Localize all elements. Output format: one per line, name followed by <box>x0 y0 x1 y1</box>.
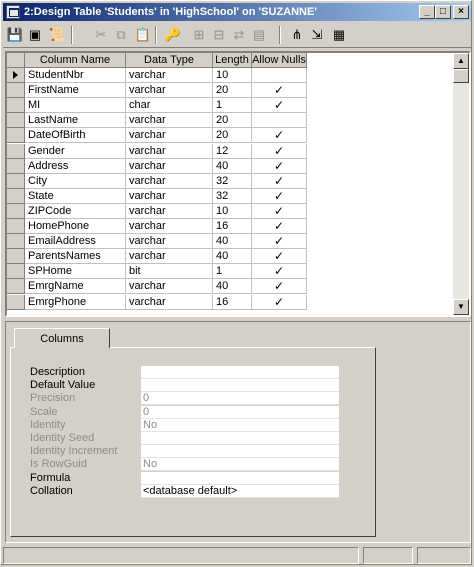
cell-column-name[interactable]: EmrgPhone <box>25 295 126 310</box>
property-value-field: No <box>141 458 339 471</box>
paste-icon[interactable]: 📋 <box>134 27 152 42</box>
cell-column-name[interactable]: EmrgName <box>25 279 126 294</box>
row-selector[interactable] <box>7 264 25 279</box>
cell-length[interactable]: 40 <box>213 234 252 249</box>
cell-length[interactable]: 10 <box>213 204 252 219</box>
property-value-field[interactable] <box>141 379 339 392</box>
property-value-field: 0 <box>141 392 339 405</box>
generate-script-icon[interactable]: 📜 <box>48 27 66 42</box>
row-selector[interactable] <box>7 128 25 143</box>
cell-column-name[interactable]: ZIPCode <box>25 204 126 219</box>
toolbar-separator <box>279 26 281 44</box>
cell-allow-nulls-checkbox[interactable]: ✓ <box>252 295 307 310</box>
copy-icon[interactable]: ⧉ <box>116 27 126 42</box>
cell-length[interactable]: 10 <box>213 68 252 83</box>
cell-data-type[interactable]: varchar <box>126 279 213 294</box>
cut-icon[interactable]: ✂ <box>95 27 107 42</box>
cell-data-type[interactable]: varchar <box>126 128 213 143</box>
cell-length[interactable]: 1 <box>213 98 252 113</box>
row-selector[interactable] <box>7 83 25 98</box>
property-label: Collation <box>30 484 73 497</box>
grid-corner-header <box>7 53 25 68</box>
property-value-field <box>141 432 339 445</box>
cell-length[interactable]: 32 <box>213 174 252 189</box>
cell-column-name[interactable]: State <box>25 189 126 204</box>
cell-column-name[interactable]: DateOfBirth <box>25 128 126 143</box>
cell-length[interactable]: 40 <box>213 279 252 294</box>
maximize-button[interactable]: □ <box>435 5 451 19</box>
row-selector[interactable] <box>7 144 25 159</box>
properties-icon[interactable]: ▣ <box>28 27 42 42</box>
table-window-icon <box>6 5 20 19</box>
cell-allow-nulls-checkbox[interactable]: ✓ <box>252 204 307 219</box>
show-diagram-icon[interactable]: ▦ <box>332 27 346 42</box>
cell-length[interactable]: 1 <box>213 264 252 279</box>
property-value-field: No <box>141 419 339 432</box>
row-selector[interactable] <box>7 219 25 234</box>
cell-data-type[interactable]: varchar <box>126 249 213 264</box>
cell-data-type[interactable]: varchar <box>126 204 213 219</box>
cell-data-type[interactable]: char <box>126 98 213 113</box>
cell-allow-nulls-checkbox[interactable]: ✓ <box>252 279 307 294</box>
cell-length[interactable]: 20 <box>213 83 252 98</box>
column-properties-panel <box>10 347 376 537</box>
cell-column-name[interactable]: ParentsNames <box>25 249 126 264</box>
cell-allow-nulls-checkbox[interactable]: ✓ <box>252 174 307 189</box>
property-label: Identity Increment <box>30 445 118 458</box>
cell-allow-nulls-checkbox[interactable]: ✓ <box>252 219 307 234</box>
cell-length[interactable]: 12 <box>213 144 252 159</box>
row-selector[interactable] <box>7 279 25 294</box>
cell-allow-nulls-checkbox[interactable] <box>252 113 307 128</box>
cell-length[interactable]: 40 <box>213 249 252 264</box>
cell-column-name[interactable]: HomePhone <box>25 219 126 234</box>
cell-column-name[interactable]: Address <box>25 159 126 174</box>
cell-allow-nulls-checkbox[interactable]: ✓ <box>252 189 307 204</box>
scroll-thumb[interactable] <box>453 69 469 83</box>
cell-length[interactable]: 20 <box>213 113 252 128</box>
row-selector[interactable] <box>7 249 25 264</box>
property-label: Precision <box>30 392 76 405</box>
toolbar-separator <box>71 26 73 44</box>
row-selector[interactable] <box>7 98 25 113</box>
header-allow-nulls[interactable]: Allow Nulls <box>252 54 306 66</box>
cell-data-type[interactable]: varchar <box>126 68 213 83</box>
property-label: Default Value <box>30 379 96 392</box>
cell-allow-nulls-checkbox[interactable]: ✓ <box>252 98 307 113</box>
cell-column-name[interactable]: MI <box>25 98 126 113</box>
delete-column-icon[interactable]: ⊟ <box>213 27 225 42</box>
cell-allow-nulls-checkbox[interactable]: ✓ <box>252 249 307 264</box>
cell-data-type[interactable]: varchar <box>126 219 213 234</box>
property-value-field[interactable] <box>141 472 339 485</box>
cell-data-type[interactable]: varchar <box>126 159 213 174</box>
cell-allow-nulls-checkbox[interactable]: ✓ <box>252 234 307 249</box>
row-selector[interactable] <box>7 189 25 204</box>
property-value-field: 0 <box>141 406 339 419</box>
property-label: Formula <box>30 471 71 484</box>
row-selector[interactable] <box>7 295 25 310</box>
status-pane-3 <box>417 547 471 564</box>
row-selector[interactable] <box>7 174 25 189</box>
scroll-up-button[interactable]: ▲ <box>453 53 469 69</box>
property-label: Is RowGuid <box>30 458 87 471</box>
manage-indexes-icon[interactable]: ▤ <box>252 27 266 42</box>
cell-length[interactable]: 40 <box>213 159 252 174</box>
property-label: Scale <box>30 405 58 418</box>
cell-length[interactable]: 16 <box>213 295 252 310</box>
row-selector[interactable] <box>7 113 25 128</box>
property-label: Description <box>30 366 86 378</box>
current-row-indicator[interactable] <box>7 68 25 83</box>
property-value-field <box>141 445 339 458</box>
row-selector[interactable] <box>7 159 25 174</box>
tab-columns[interactable]: Columns <box>14 328 110 348</box>
cell-allow-nulls-checkbox[interactable]: ✓ <box>252 264 307 279</box>
cell-data-type[interactable]: varchar <box>126 144 213 159</box>
cell-allow-nulls-checkbox[interactable]: ✓ <box>252 159 307 174</box>
property-label: Identity Seed <box>30 432 95 444</box>
property-value-field[interactable]: <database default> <box>141 485 339 498</box>
cell-column-name[interactable]: EmailAddress <box>25 234 126 249</box>
cell-allow-nulls-checkbox[interactable]: ✓ <box>252 83 307 98</box>
minimize-button[interactable]: _ <box>419 5 435 19</box>
status-pane-2 <box>363 547 413 564</box>
cell-data-type[interactable]: varchar <box>126 113 213 128</box>
cell-data-type[interactable]: varchar <box>126 295 213 310</box>
cell-column-name[interactable]: LastName <box>25 113 126 128</box>
toolbar-separator <box>155 26 157 44</box>
window-title: 2:Design Table 'Students' in 'HighSchool' on 'SUZANNE' <box>24 6 317 18</box>
cell-length[interactable]: 20 <box>213 128 252 143</box>
status-bar <box>3 547 471 564</box>
row-selector[interactable] <box>7 204 25 219</box>
column-grid[interactable] <box>5 51 471 317</box>
cell-column-name[interactable]: StudentNbr <box>25 68 126 83</box>
header-data-type[interactable]: Data Type <box>126 53 213 68</box>
set-primary-key-icon[interactable]: 🔑 <box>164 27 182 42</box>
property-label: Identity <box>30 418 66 431</box>
cell-column-name[interactable]: FirstName <box>25 83 126 98</box>
toolbar <box>3 23 471 48</box>
cell-data-type[interactable]: varchar <box>126 189 213 204</box>
cell-data-type[interactable]: varchar <box>126 174 213 189</box>
cell-data-type[interactable]: varchar <box>126 83 213 98</box>
grid-vertical-scrollbar[interactable] <box>453 53 469 315</box>
header-length[interactable]: Length <box>213 53 252 68</box>
manage-constraints-icon[interactable]: ⋔ <box>291 27 303 42</box>
status-pane-main <box>3 547 359 564</box>
cell-column-name[interactable]: Gender <box>25 144 126 159</box>
manage-triggers-icon[interactable]: ⇲ <box>311 27 323 42</box>
cell-length[interactable]: 32 <box>213 189 252 204</box>
cell-column-name[interactable]: SPHome <box>25 264 126 279</box>
cell-column-name[interactable]: City <box>25 174 126 189</box>
save-icon[interactable]: 💾 <box>6 27 24 42</box>
cell-data-type[interactable]: varchar <box>126 234 213 249</box>
relationships-icon[interactable]: ⇄ <box>233 27 245 42</box>
cell-allow-nulls-checkbox[interactable] <box>252 68 307 83</box>
insert-column-icon[interactable]: ⊞ <box>193 27 205 42</box>
cell-allow-nulls-checkbox[interactable]: ✓ <box>252 144 307 159</box>
title-bar[interactable] <box>3 3 471 21</box>
cell-length[interactable]: 16 <box>213 219 252 234</box>
cell-data-type[interactable]: bit <box>126 264 213 279</box>
scroll-down-button[interactable]: ▼ <box>453 299 469 315</box>
header-column-name[interactable]: Column Name <box>25 53 126 68</box>
row-selector[interactable] <box>7 234 25 249</box>
cell-allow-nulls-checkbox[interactable]: ✓ <box>252 128 307 143</box>
column-properties-area <box>5 321 471 543</box>
property-value-field[interactable] <box>141 366 339 379</box>
close-button[interactable]: × <box>453 5 469 19</box>
